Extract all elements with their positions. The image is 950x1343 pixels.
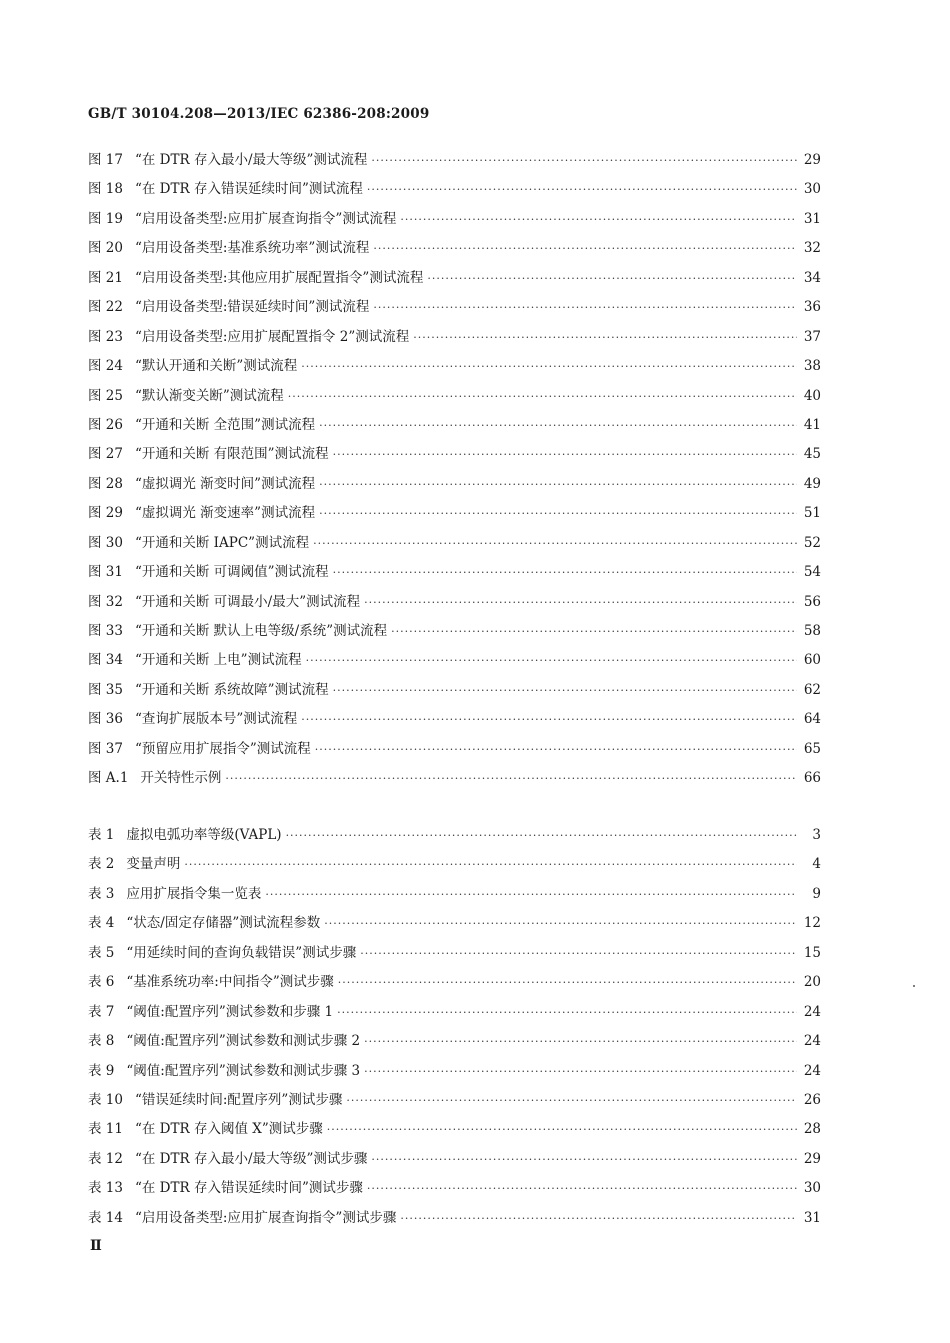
dot-leader [319,411,797,440]
toc-entry-label: 图 27 [88,446,123,463]
toc-entry-label: 表 8 [88,1033,115,1050]
dot-leader [427,264,797,293]
toc-entry-page-number: 24 [803,1062,821,1079]
figure-entry[interactable] [88,646,821,675]
toc-entry-page-number: 30 [803,181,821,198]
toc-entry-title: “虚拟调光 渐变时间”测试流程 [134,475,316,492]
toc-entry-label: 表 13 [88,1180,123,1197]
toc-entry-page-number: 65 [803,740,821,757]
toc-entry-page-number: 40 [803,387,821,404]
toc-entry-page-number: 31 [803,210,821,227]
dot-leader [225,764,797,793]
toc-entry-label: 表 7 [88,1003,115,1020]
toc-entry-label: 图 24 [88,358,123,375]
toc-entry-label: 图 20 [88,240,123,257]
toc-entry-title: “在 DTR 存入阈值 X”测试步骤 [134,1121,323,1138]
figure-entry[interactable] [88,440,821,469]
toc-entry-page-number: 52 [803,534,821,551]
figure-entry[interactable] [88,323,821,352]
toc-entry-page-number: 15 [803,944,821,961]
figure-entry[interactable] [88,293,821,322]
toc-entry-label: 表 2 [88,856,115,873]
toc-entry-label: 图 23 [88,328,123,345]
toc-entry-title: “开通和关断 默认上电等级/系统”测试流程 [134,623,388,639]
toc-entry-label: 图 31 [88,564,123,581]
toc-entry-page-number: 12 [803,915,821,932]
dot-leader [324,909,797,938]
dot-leader [315,735,797,764]
toc-entry-title: “开通和关断 IAPC”测试流程 [134,534,310,551]
toc-entry-label: 图 21 [88,269,123,286]
toc-entry-page-number: 38 [803,358,821,375]
dot-leader [301,352,797,381]
toc-entry-label: 表 14 [88,1209,123,1226]
toc-entry-title: “在 DTR 存入最小/最大等级”测试步骤 [134,1150,368,1167]
dot-leader [360,939,797,968]
table-entry[interactable] [88,1115,821,1144]
toc-entry-title: “启用设备类型:其他应用扩展配置指令”测试流程 [134,269,424,286]
toc-entry-page-number: 31 [803,1209,821,1226]
toc-entry-label: 图 26 [88,416,123,433]
toc-entry-label: 图 25 [88,387,123,404]
dot-leader [301,705,797,734]
page-number-footer: Ⅱ [90,1238,102,1254]
toc-entry-label: 表 10 [88,1091,123,1108]
toc-entry-title: “开通和关断 可调阈值”测试流程 [134,564,329,581]
dot-leader [400,205,797,234]
dot-leader [373,293,797,322]
list-of-tables [88,821,821,1233]
toc-entry-label: 表 9 [88,1062,115,1079]
dot-leader [364,588,797,617]
toc-entry-title: 开关特性示例 [140,770,222,787]
toc-entry-page-number: 29 [803,1150,821,1167]
toc-entry-label: 表 6 [88,974,115,991]
toc-entry-title: “预留应用扩展指令”测试流程 [134,740,311,757]
figure-entry[interactable] [88,175,821,204]
toc-entry-page-number: 49 [803,475,821,492]
toc-entry-title: “在 DTR 存入最小/最大等级”测试流程 [134,152,368,168]
toc-entry-page-number: 51 [803,505,821,522]
toc-entry-title: “开通和关断 全范围”测试流程 [134,416,316,433]
toc-entry-title: 变量声明 [126,856,181,873]
toc-entry-title: “启用设备类型:应用扩展查询指令”测试流程 [134,210,397,227]
figure-entry[interactable] [88,499,821,528]
dot-leader [364,1057,797,1086]
toc-entry-label: 图 28 [88,475,123,492]
toc-entry-page-number: 30 [803,1180,821,1197]
toc-entry-label: 图 19 [88,210,123,227]
toc-entry-page-number: 41 [803,416,821,433]
figure-entry[interactable] [88,205,821,234]
dot-leader [288,382,797,411]
toc-entry-page-number: 24 [803,1003,821,1020]
toc-entry-title: “默认渐变关断”测试流程 [134,387,284,404]
toc-entry-title: “开通和关断 系统故障”测试流程 [134,681,329,698]
figure-entry[interactable] [88,146,821,175]
toc-entry-title: “在 DTR 存入错误延续时间”测试步骤 [134,1180,363,1197]
dot-leader [400,1204,797,1233]
dot-leader [184,850,797,879]
standard-number-header: GB/T 30104.208—2013/IEC 62386-208:2009 [88,106,430,122]
toc-entry-title: “错误延续时间:配置序列”测试步骤 [134,1091,343,1108]
table-entry[interactable] [88,821,821,850]
table-entry[interactable] [88,880,821,909]
figure-entry[interactable] [88,588,821,617]
toc-entry-page-number: 24 [803,1033,821,1050]
table-entry[interactable] [88,850,821,879]
dot-leader [373,234,797,263]
dot-leader [313,529,797,558]
toc-entry-label: 图 A.1 [88,770,129,787]
toc-entry-label: 图 37 [88,740,123,757]
toc-entry-label: 图 18 [88,181,123,198]
figure-entry[interactable] [88,529,821,558]
toc-entry-title: 虚拟电弧功率等级(VAPL) [126,827,282,843]
table-entry[interactable] [88,1204,821,1233]
toc-entry-page-number: 58 [803,623,821,639]
toc-entry-title: “开通和关断 上电”测试流程 [134,652,302,669]
figure-entry[interactable] [88,558,821,587]
dot-leader [286,821,797,850]
toc-entry-page-number: 45 [803,446,821,463]
table-entry[interactable] [88,1057,821,1086]
toc-entry-label: 图 34 [88,652,123,669]
dot-leader [367,175,797,204]
scan-speck [913,985,915,987]
toc-entry-title: “启用设备类型:错误延续时间”测试流程 [134,299,370,316]
dot-leader [265,880,797,909]
toc-entry-title: “阈值:配置序列”测试参数和测试步骤 2 [126,1033,361,1050]
toc-entry-label: 表 4 [88,915,115,932]
dot-leader [319,470,797,499]
toc-entry-label: 表 1 [88,827,115,843]
dot-leader [367,1174,797,1203]
toc-entry-label: 图 29 [88,505,123,522]
dot-leader [371,146,797,175]
table-entry[interactable] [88,1086,821,1115]
toc-entry-page-number: 62 [803,681,821,698]
table-entry[interactable] [88,1027,821,1056]
table-entry[interactable] [88,968,821,997]
toc-entry-label: 图 30 [88,534,123,551]
toc-entry-label: 图 32 [88,593,123,610]
figure-entry[interactable] [88,352,821,381]
dot-leader [337,998,797,1027]
toc-entry-label: 表 11 [88,1121,123,1138]
toc-entry-page-number: 32 [803,240,821,257]
toc-entry-page-number: 64 [803,711,821,728]
toc-entry-page-number: 4 [812,856,821,873]
figure-entry[interactable] [88,382,821,411]
toc-entry-page-number: 66 [803,770,821,787]
figure-entry[interactable] [88,764,821,793]
table-entry[interactable] [88,1145,821,1174]
toc-entry-page-number: 3 [812,827,821,843]
toc-entry-title: “虚拟调光 渐变速率”测试流程 [134,505,316,522]
toc-entry-page-number: 36 [803,299,821,316]
toc-entry-page-number: 29 [803,152,821,168]
toc-entry-title: “阈值:配置序列”测试参数和测试步骤 3 [126,1062,361,1079]
toc-entry-title: “状态/固定存储器”测试流程参数 [126,915,321,932]
toc-entry-label: 图 35 [88,681,123,698]
dot-leader [413,323,797,352]
dot-leader [333,440,797,469]
toc-entry-label: 表 12 [88,1150,123,1167]
figure-entry[interactable] [88,470,821,499]
toc-entry-label: 表 3 [88,885,115,902]
toc-entry-page-number: 34 [803,269,821,286]
dot-leader [333,558,797,587]
toc-entry-label: 图 22 [88,299,123,316]
toc-entry-page-number: 26 [803,1091,821,1108]
figure-entry[interactable] [88,735,821,764]
toc-entry-title: “默认开通和关断”测试流程 [134,358,298,375]
figure-entry[interactable] [88,676,821,705]
toc-entry-title: “启用设备类型:应用扩展查询指令”测试步骤 [134,1209,397,1226]
toc-entry-title: 应用扩展指令集一览表 [126,885,262,902]
dot-leader [346,1086,797,1115]
list-of-figures [88,146,821,794]
dot-leader [327,1115,797,1144]
toc-entry-title: “在 DTR 存入错误延续时间”测试流程 [134,181,363,198]
toc-entry-title: “查询扩展版本号”测试流程 [134,711,298,728]
figure-entry[interactable] [88,264,821,293]
toc-entry-title: “启用设备类型:应用扩展配置指令 2”测试流程 [134,328,410,345]
dot-leader [319,499,797,528]
table-entry[interactable] [88,1174,821,1203]
toc-entry-page-number: 28 [803,1121,821,1138]
toc-entry-title: “阈值:配置序列”测试参数和步骤 1 [126,1003,334,1020]
dot-leader [306,646,797,675]
figure-entry[interactable] [88,705,821,734]
toc-entry-page-number: 20 [803,974,821,991]
toc-entry-title: “基准系统功率:中间指令”测试步骤 [126,974,334,991]
toc-entry-label: 图 17 [88,152,123,168]
dot-leader [371,1145,797,1174]
table-entry[interactable] [88,909,821,938]
figure-entry[interactable] [88,411,821,440]
toc-entry-page-number: 9 [812,885,821,902]
dot-leader [338,968,797,997]
toc-entry-label: 表 5 [88,944,115,961]
dot-leader [391,617,797,646]
toc-entry-label: 图 36 [88,711,123,728]
dot-leader [333,676,797,705]
figure-entry[interactable] [88,234,821,263]
toc-entry-page-number: 54 [803,564,821,581]
toc-entry-page-number: 60 [803,652,821,669]
toc-entry-title: “开通和关断 可调最小/最大”测试流程 [134,593,361,610]
figure-entry[interactable] [88,617,821,646]
table-entry[interactable] [88,939,821,968]
toc-entry-label: 图 33 [88,623,123,639]
toc-entry-page-number: 37 [803,328,821,345]
table-entry[interactable] [88,998,821,1027]
dot-leader [364,1027,797,1056]
toc-entry-title: “用延续时间的查询负载错误”测试步骤 [126,944,357,961]
toc-entry-page-number: 56 [803,593,821,610]
toc-entry-title: “启用设备类型:基准系统功率”测试流程 [134,240,370,257]
toc-entry-title: “开通和关断 有限范围”测试流程 [134,446,329,463]
